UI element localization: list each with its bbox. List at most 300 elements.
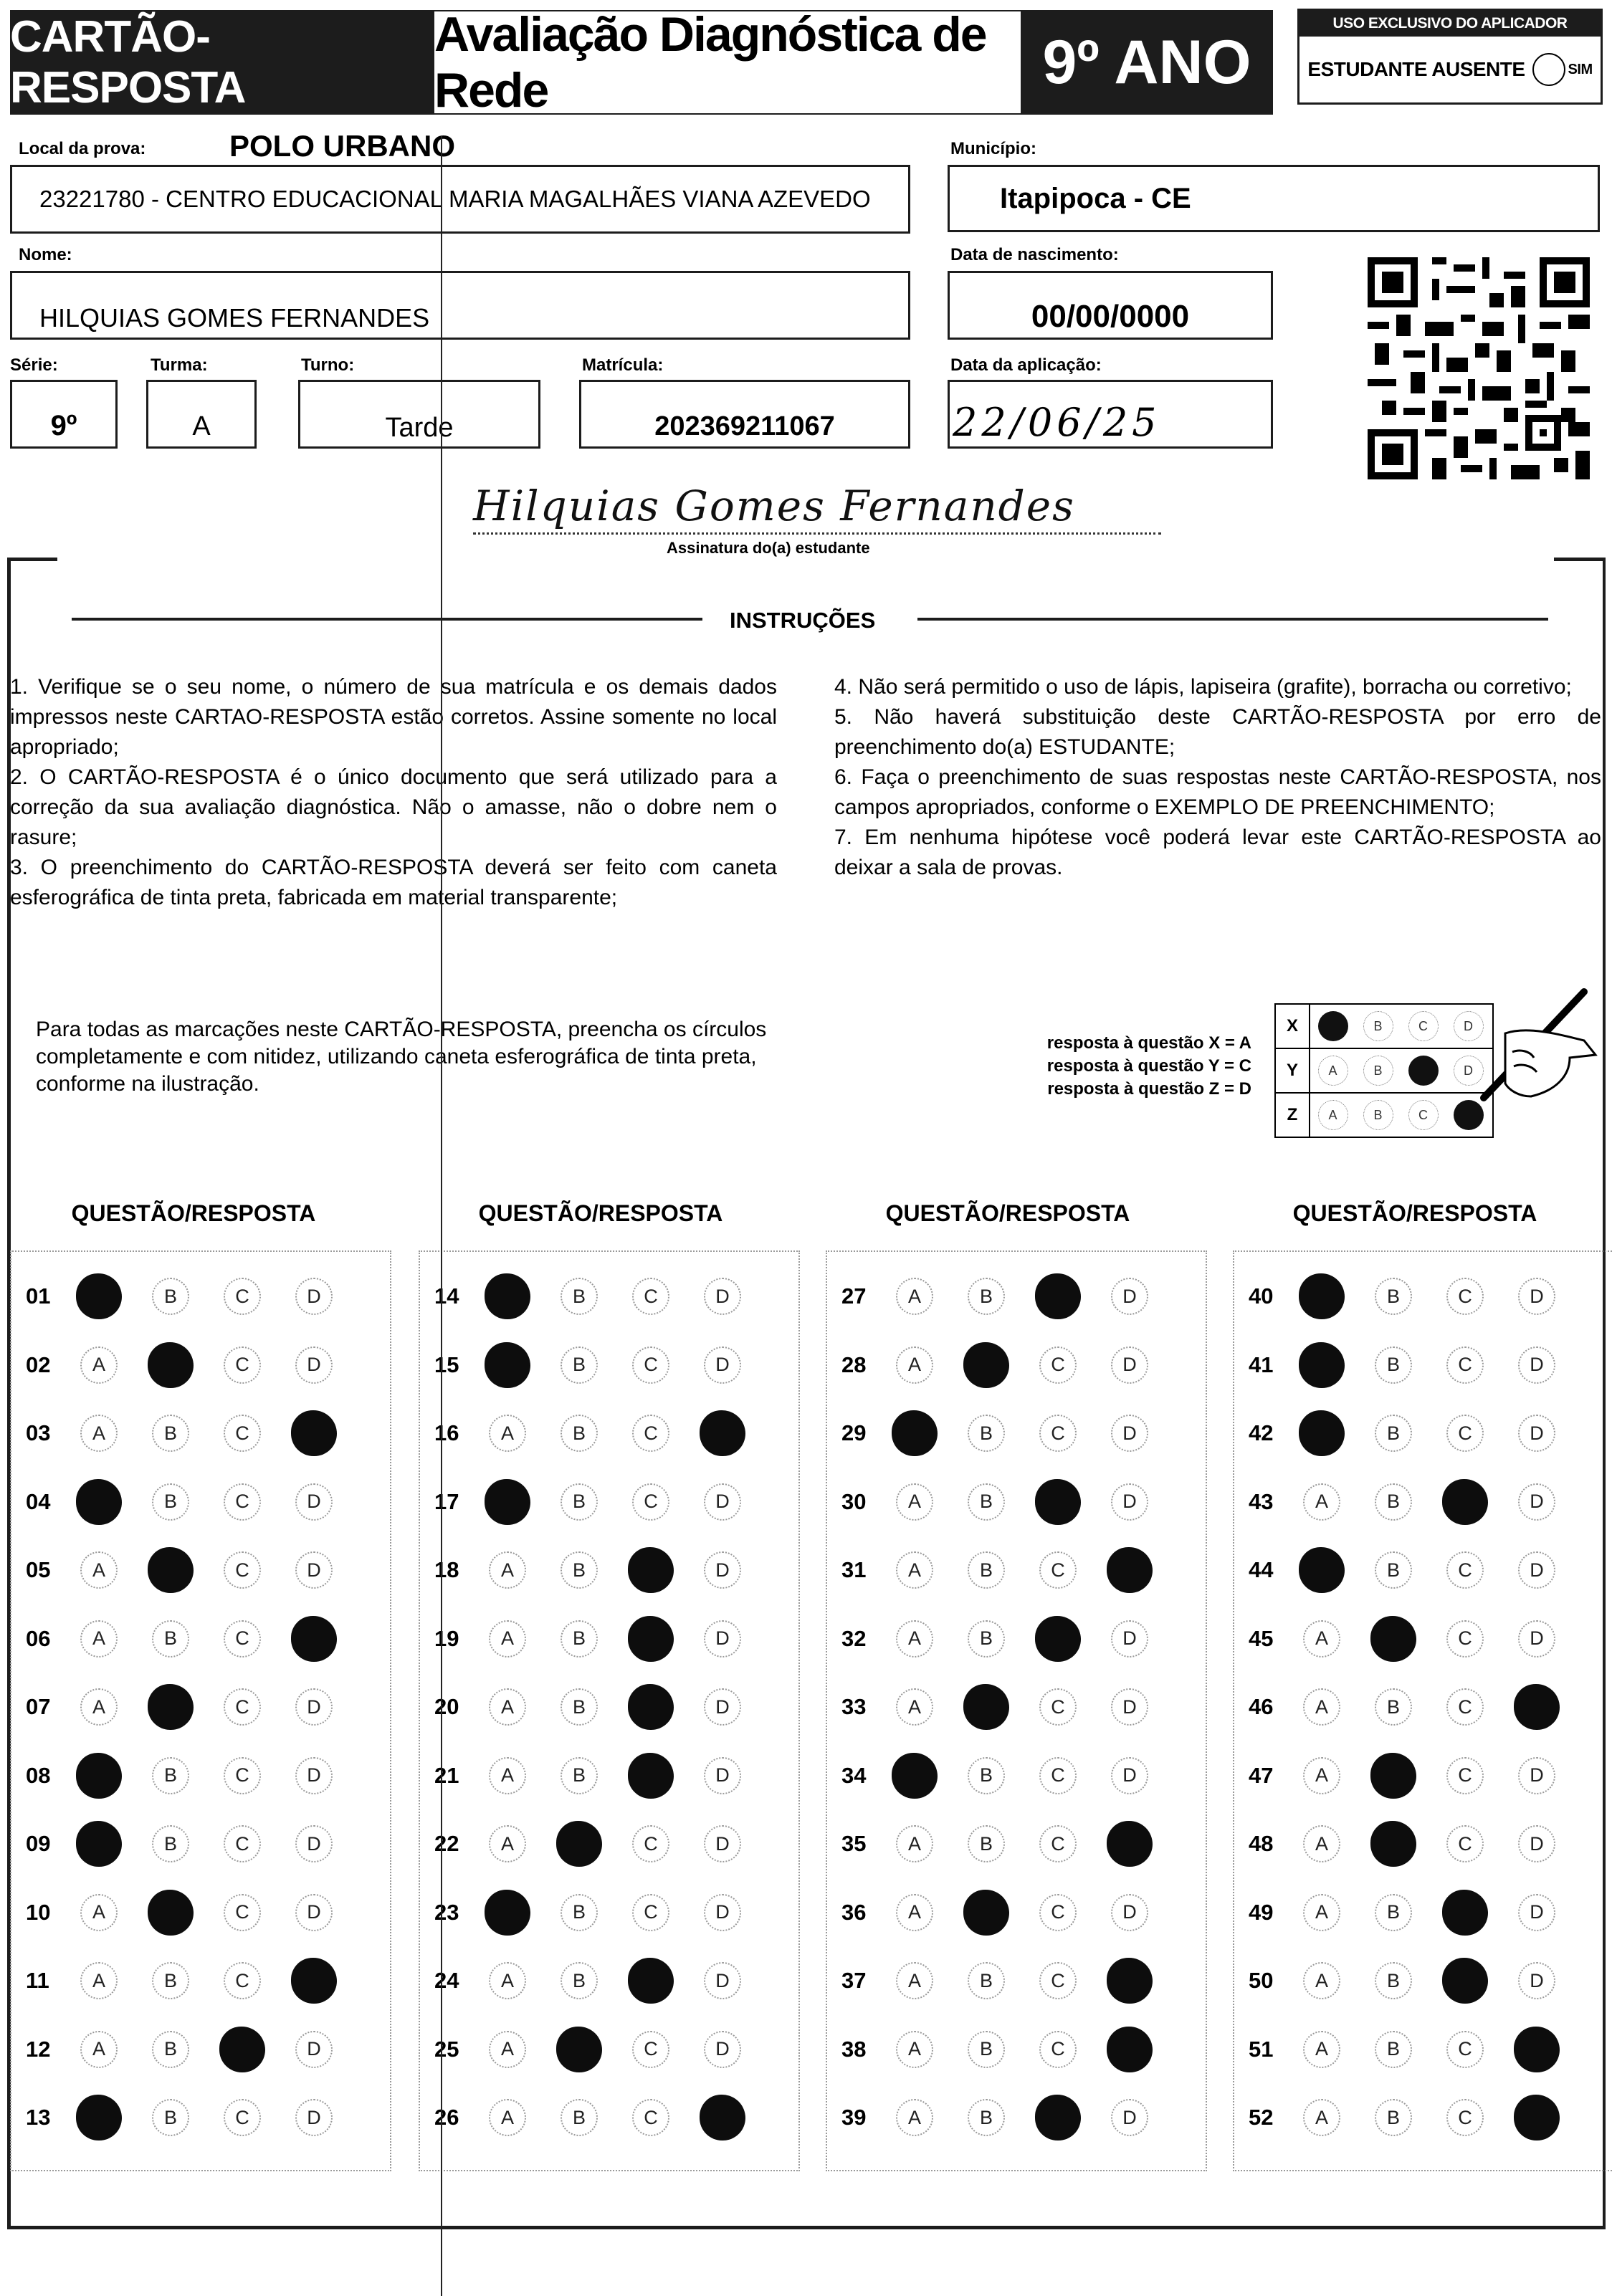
answer-bubble-c[interactable]: C: [1446, 1278, 1484, 1315]
answer-bubble-d[interactable]: D: [1111, 1688, 1148, 1726]
aplicacao-handwritten-value: 22/06/25: [953, 400, 1161, 445]
answer-bubble-d[interactable]: D: [1518, 1415, 1555, 1452]
aplicacao-label: Data da aplicação:: [950, 355, 1102, 375]
answer-bubble-a[interactable]: [485, 1479, 530, 1525]
answer-bubble-b[interactable]: B: [561, 1415, 598, 1452]
answer-bubble-a[interactable]: A: [489, 1551, 526, 1589]
answer-bubble-c[interactable]: C: [632, 2099, 669, 2136]
grade-title: 9º ANO: [1021, 10, 1273, 115]
example-bubble-a: [1318, 1011, 1348, 1041]
municipio-value: Itapipoca - CE: [1000, 182, 1191, 214]
answer-bubble-d[interactable]: D: [1111, 1346, 1148, 1384]
example-bubble-c: C: [1408, 1011, 1439, 1041]
answer-bubble-c[interactable]: C: [632, 1415, 669, 1452]
answer-row: [1234, 1275, 1612, 1318]
answer-bubble-b[interactable]: B: [968, 1415, 1005, 1452]
answer-bubble-b[interactable]: B: [968, 1757, 1005, 1794]
answer-bubble-c[interactable]: C: [1446, 1346, 1484, 1384]
instruction-item: 6. Faça o preenchimento de suas respostas neste CARTÃO-RESPOSTA, nos campos apropriados, conforme o EXEMPLO DE PREENCHIMENTO;: [834, 765, 1601, 819]
answer-bubble-d[interactable]: D: [295, 1688, 333, 1726]
answer-bubble-c[interactable]: C: [224, 1620, 261, 1658]
answer-bubble-c[interactable]: C: [1039, 1415, 1077, 1452]
answer-bubble-a[interactable]: A: [80, 1688, 118, 1726]
answer-bubble-d[interactable]: D: [1111, 1620, 1148, 1658]
answer-bubble-a[interactable]: A: [80, 1346, 118, 1384]
answer-bubble-c[interactable]: C: [224, 1551, 261, 1589]
answer-row: [11, 1412, 390, 1455]
answer-bubble-d[interactable]: [291, 1958, 337, 2004]
answer-bubble-b[interactable]: B: [152, 1620, 189, 1658]
example-question-label: X: [1276, 1005, 1310, 1048]
answer-bubble-c[interactable]: [628, 1753, 674, 1799]
answer-bubble-a[interactable]: A: [896, 2031, 933, 2068]
answer-bubble-d[interactable]: D: [295, 2031, 333, 2068]
turno-label: Turno:: [301, 355, 355, 375]
answer-bubble-b[interactable]: B: [152, 1278, 189, 1315]
answer-bubble-c[interactable]: C: [1446, 1825, 1484, 1862]
answer-bubble-c[interactable]: C: [1039, 1757, 1077, 1794]
answer-bubble-d[interactable]: D: [704, 1894, 741, 1931]
answer-bubble-b[interactable]: [963, 1890, 1009, 1936]
answer-bubble-c[interactable]: C: [224, 1757, 261, 1794]
answer-bubble-c[interactable]: C: [1446, 1551, 1484, 1589]
example-legend: [996, 1032, 1251, 1101]
answer-bubble-a[interactable]: A: [489, 1415, 526, 1452]
answer-bubble-a[interactable]: A: [80, 1894, 118, 1931]
answer-bubble-a[interactable]: A: [489, 1825, 526, 1862]
answer-bubble-c[interactable]: C: [1039, 2031, 1077, 2068]
answer-bubble-d[interactable]: D: [1111, 1757, 1148, 1794]
answer-bubble-b[interactable]: B: [561, 1757, 598, 1794]
answer-bubble-c[interactable]: C: [1446, 1688, 1484, 1726]
answer-bubble-d[interactable]: D: [1518, 1551, 1555, 1589]
question-number: 43: [1249, 1488, 1274, 1514]
answer-bubble-a[interactable]: A: [896, 1894, 933, 1931]
answer-bubble-b[interactable]: B: [1375, 1962, 1412, 1999]
answer-bubble-b[interactable]: B: [152, 1825, 189, 1862]
answer-bubble-c[interactable]: C: [1039, 1688, 1077, 1726]
example-bubble-b: B: [1363, 1056, 1393, 1086]
answer-bubble-c[interactable]: C: [224, 2099, 261, 2136]
answer-bubble-a[interactable]: A: [896, 1620, 933, 1658]
answer-bubble-c[interactable]: [1035, 2095, 1081, 2140]
answer-bubble-d[interactable]: [1107, 1958, 1153, 2004]
answers-column-title: QUESTÃO/RESPOSTA: [885, 1200, 1130, 1226]
answer-row: [827, 1822, 1206, 1865]
answer-bubble-d[interactable]: [291, 1410, 337, 1456]
answer-bubble-d[interactable]: [1514, 1684, 1560, 1730]
answer-bubble-d[interactable]: D: [1518, 1278, 1555, 1315]
answer-bubble-d[interactable]: D: [1518, 1620, 1555, 1658]
answer-bubble-b[interactable]: B: [968, 1483, 1005, 1521]
turma-label: Turma:: [151, 355, 208, 375]
answer-bubble-d[interactable]: [700, 2095, 745, 2140]
answer-bubble-a[interactable]: A: [1303, 1620, 1340, 1658]
question-number: 50: [1249, 1968, 1274, 1993]
answer-bubble-c[interactable]: C: [1446, 2031, 1484, 2068]
answer-row: [827, 1754, 1206, 1797]
answer-bubble-a[interactable]: A: [1303, 2099, 1340, 2136]
question-number: 12: [26, 2036, 51, 2062]
answer-bubble-b[interactable]: B: [561, 1346, 598, 1384]
answer-bubble-c[interactable]: C: [632, 1346, 669, 1384]
answer-row: [420, 1617, 798, 1660]
answer-bubble-b[interactable]: B: [968, 1551, 1005, 1589]
frame-bottom: [7, 2226, 1606, 2229]
answer-bubble-c[interactable]: [1442, 1890, 1488, 1936]
answer-bubble-b[interactable]: B: [561, 1962, 598, 1999]
instructions-rule-right: [917, 618, 1548, 621]
answer-bubble-b[interactable]: [148, 1890, 194, 1936]
answer-row: [420, 1685, 798, 1728]
answer-bubble-a[interactable]: A: [489, 1620, 526, 1658]
answer-bubble-d[interactable]: D: [1518, 1757, 1555, 1794]
answer-bubble-a[interactable]: [76, 1753, 122, 1799]
example-bubble-a: A: [1318, 1100, 1348, 1130]
answer-row: [420, 1344, 798, 1387]
answer-bubble-a[interactable]: [485, 1342, 530, 1388]
answer-bubble-c[interactable]: [628, 1547, 674, 1593]
matricula-label: Matrícula:: [582, 355, 664, 375]
nascimento-label: Data de nascimento:: [950, 245, 1119, 264]
example-legend-item: resposta à questão X = A: [1046, 1033, 1251, 1053]
answer-bubble-d[interactable]: D: [704, 1278, 741, 1315]
answer-bubble-c[interactable]: [628, 1616, 674, 1662]
hand-pen-icon: [1462, 983, 1603, 1124]
example-bubble-d: D: [1454, 1011, 1484, 1041]
serie-label: Série:: [10, 355, 58, 375]
qr-code-icon: [1368, 257, 1590, 480]
exam-title: Avaliação Diagnóstica de Rede: [434, 10, 1022, 115]
answer-bubble-c[interactable]: C: [632, 2031, 669, 2068]
answer-bubble-a[interactable]: A: [1303, 1962, 1340, 1999]
answer-bubble-a[interactable]: [76, 2095, 122, 2140]
answer-bubble-d[interactable]: D: [295, 1894, 333, 1931]
answer-bubble-c[interactable]: C: [1039, 1346, 1077, 1384]
answer-bubble-a[interactable]: [76, 1273, 122, 1319]
answer-bubble-b[interactable]: B: [968, 2031, 1005, 2068]
question-number: 46: [1249, 1694, 1274, 1719]
answer-bubble-c[interactable]: C: [632, 1894, 669, 1931]
answer-bubble-c[interactable]: C: [632, 1278, 669, 1315]
answer-row: [1234, 1891, 1612, 1934]
answer-bubble-d[interactable]: [291, 1616, 337, 1662]
answer-bubble-d[interactable]: D: [1518, 1483, 1555, 1521]
answer-bubble-a[interactable]: A: [896, 1962, 933, 1999]
answer-bubble-b[interactable]: [1370, 1753, 1416, 1799]
answer-row: [827, 1344, 1206, 1387]
answer-bubble-a[interactable]: A: [896, 1346, 933, 1384]
answer-bubble-c[interactable]: C: [1039, 1825, 1077, 1862]
answer-bubble-d[interactable]: [1107, 2027, 1153, 2072]
answer-row: [1234, 1959, 1612, 2002]
answer-bubble-c[interactable]: C: [224, 1415, 261, 1452]
card-title: CARTÃO-RESPOSTA: [10, 10, 434, 115]
answer-bubble-b[interactable]: [148, 1684, 194, 1730]
question-number: 30: [841, 1488, 867, 1514]
answer-bubble-d[interactable]: D: [295, 1551, 333, 1589]
answer-bubble-b[interactable]: B: [1375, 2031, 1412, 2068]
answer-row: [1234, 1822, 1612, 1865]
question-number: 22: [434, 1831, 459, 1856]
answer-bubble-a[interactable]: [76, 1821, 122, 1867]
answer-bubble-a[interactable]: [1299, 1547, 1345, 1593]
answer-row: [420, 1275, 798, 1318]
example-row: [1276, 1094, 1492, 1137]
answer-bubble-d[interactable]: D: [1518, 1346, 1555, 1384]
question-number: 16: [434, 1420, 459, 1445]
answer-bubble-a[interactable]: A: [489, 1757, 526, 1794]
nascimento-value: 00/00/0000: [1031, 299, 1190, 334]
question-number: 24: [434, 1968, 459, 1993]
answer-bubble-a[interactable]: A: [896, 1551, 933, 1589]
answer-bubble-b[interactable]: B: [1375, 2099, 1412, 2136]
answer-row: [1234, 1617, 1612, 1660]
answer-bubble-c[interactable]: [1442, 1958, 1488, 2004]
instructions-left: [10, 672, 777, 913]
answer-bubble-d[interactable]: D: [1518, 1894, 1555, 1931]
example-bubble-d: D: [1454, 1056, 1484, 1086]
answer-bubble-b[interactable]: B: [561, 2099, 598, 2136]
answer-bubble-c[interactable]: C: [632, 1483, 669, 1521]
answer-bubble-a[interactable]: A: [80, 1415, 118, 1452]
question-number: 29: [841, 1420, 867, 1445]
answer-bubble-b[interactable]: B: [1375, 1415, 1412, 1452]
student-absent-bubble[interactable]: [1532, 53, 1565, 86]
answer-bubble-d[interactable]: D: [1111, 1415, 1148, 1452]
question-number: 07: [26, 1694, 51, 1719]
answer-bubble-c[interactable]: C: [224, 1483, 261, 1521]
answer-bubble-a[interactable]: A: [896, 1688, 933, 1726]
answer-row: [1234, 1481, 1612, 1524]
answer-bubble-a[interactable]: [485, 1890, 530, 1936]
answer-bubble-b[interactable]: B: [968, 1278, 1005, 1315]
answer-bubble-b[interactable]: B: [152, 1415, 189, 1452]
answer-bubble-c[interactable]: [1442, 1479, 1488, 1525]
answer-bubble-b[interactable]: B: [152, 1757, 189, 1794]
answer-row: [1234, 2028, 1612, 2071]
answer-bubble-c[interactable]: C: [1039, 1551, 1077, 1589]
question-number: 41: [1249, 1352, 1274, 1377]
nome-value: HILQUIAS GOMES FERNANDES: [39, 303, 430, 333]
answer-row: [827, 1275, 1206, 1318]
answer-bubble-d[interactable]: [700, 1410, 745, 1456]
serie-field: [10, 380, 118, 449]
question-number: 32: [841, 1625, 867, 1651]
answer-bubble-c[interactable]: [1035, 1273, 1081, 1319]
answer-bubble-c[interactable]: [1035, 1479, 1081, 1525]
answer-bubble-d[interactable]: D: [704, 1346, 741, 1384]
frame-top-right-corner: [1554, 558, 1606, 561]
answer-bubble-b[interactable]: B: [1375, 1278, 1412, 1315]
answer-bubble-a[interactable]: A: [80, 2031, 118, 2068]
answer-bubble-c[interactable]: C: [224, 1346, 261, 1384]
answer-bubble-b[interactable]: B: [561, 1688, 598, 1726]
question-number: 17: [434, 1488, 459, 1514]
answer-bubble-c[interactable]: C: [224, 1894, 261, 1931]
answer-bubble-c[interactable]: C: [1446, 1415, 1484, 1452]
answer-bubble-a[interactable]: A: [1303, 1894, 1340, 1931]
answer-bubble-b[interactable]: B: [968, 1962, 1005, 1999]
answer-bubble-a[interactable]: A: [80, 1620, 118, 1658]
answer-bubble-c[interactable]: C: [1446, 2099, 1484, 2136]
answer-bubble-c[interactable]: C: [1039, 1894, 1077, 1931]
answer-bubble-d[interactable]: D: [295, 1825, 333, 1862]
answer-bubble-b[interactable]: B: [152, 1962, 189, 1999]
question-number: 14: [434, 1283, 459, 1309]
answer-bubble-a[interactable]: A: [1303, 1825, 1340, 1862]
answer-bubble-d[interactable]: D: [1111, 1483, 1148, 1521]
answer-row: [11, 2096, 390, 2139]
answer-bubble-d[interactable]: [1107, 1821, 1153, 1867]
answer-row: [11, 1959, 390, 2002]
answer-row: [11, 1549, 390, 1592]
answers-column-title: QUESTÃO/RESPOSTA: [1292, 1200, 1537, 1226]
answer-bubble-d[interactable]: D: [295, 1757, 333, 1794]
answer-bubble-d[interactable]: D: [704, 1825, 741, 1862]
answer-bubble-b[interactable]: B: [968, 1620, 1005, 1658]
answer-bubble-c[interactable]: [628, 1684, 674, 1730]
question-number: 03: [26, 1420, 51, 1445]
answer-bubble-b[interactable]: B: [968, 1825, 1005, 1862]
example-bubble-a: A: [1318, 1056, 1348, 1086]
answer-bubble-a[interactable]: A: [80, 1962, 118, 1999]
answer-bubble-b[interactable]: B: [1375, 1688, 1412, 1726]
answer-bubble-a[interactable]: A: [1303, 1483, 1340, 1521]
question-number: 51: [1249, 2036, 1274, 2062]
answer-row: [420, 1754, 798, 1797]
answer-bubble-b[interactable]: B: [1375, 1894, 1412, 1931]
answer-bubble-d[interactable]: D: [704, 1962, 741, 1999]
answer-bubble-a[interactable]: A: [1303, 1688, 1340, 1726]
answer-bubble-a[interactable]: [1299, 1342, 1345, 1388]
answer-bubble-c[interactable]: C: [224, 1278, 261, 1315]
answer-row: [420, 1891, 798, 1934]
answer-bubble-b[interactable]: B: [968, 2099, 1005, 2136]
answer-bubble-b[interactable]: [963, 1684, 1009, 1730]
answer-bubble-a[interactable]: [1299, 1410, 1345, 1456]
answer-bubble-b[interactable]: B: [1375, 1551, 1412, 1589]
answer-row: [827, 2096, 1206, 2139]
answer-bubble-a[interactable]: A: [489, 2031, 526, 2068]
answer-bubble-b[interactable]: [148, 1342, 194, 1388]
answer-bubble-d[interactable]: D: [704, 1551, 741, 1589]
answer-bubble-a[interactable]: [76, 1479, 122, 1525]
question-number: 42: [1249, 1420, 1274, 1445]
answer-bubble-d[interactable]: D: [295, 1346, 333, 1384]
answer-bubble-c[interactable]: C: [224, 1825, 261, 1862]
answer-bubble-b[interactable]: [556, 2027, 602, 2072]
answer-bubble-b[interactable]: [1370, 1821, 1416, 1867]
local-value: POLO URBANO: [229, 129, 455, 163]
answer-row: [1234, 1549, 1612, 1592]
answer-bubble-d[interactable]: D: [1111, 1278, 1148, 1315]
instruction-item: 4. Não será permitido o uso de lápis, lapiseira (grafite), borracha ou corretivo;: [834, 675, 1572, 699]
answer-bubble-b[interactable]: B: [561, 1483, 598, 1521]
answer-bubble-a[interactable]: A: [896, 2099, 933, 2136]
answer-bubble-a[interactable]: A: [489, 2099, 526, 2136]
instruction-item: 3. O preenchimento do CARTÃO-RESPOSTA deverá ser feito com caneta esferográfica de tinta preta, fabricada em material transparente;: [10, 856, 777, 909]
matricula-field: [579, 380, 910, 449]
answer-bubble-d[interactable]: D: [295, 2099, 333, 2136]
student-absent-label: ESTUDANTE AUSENTE: [1307, 58, 1525, 80]
answer-bubble-a[interactable]: A: [896, 1278, 933, 1315]
question-number: 11: [26, 1968, 49, 1993]
example-bubble-c: [1408, 1056, 1439, 1086]
answer-bubble-b[interactable]: B: [561, 1894, 598, 1931]
answer-bubble-d[interactable]: D: [704, 1620, 741, 1658]
answer-bubble-c[interactable]: C: [1446, 1620, 1484, 1658]
answer-bubble-a[interactable]: A: [489, 1688, 526, 1726]
answer-bubble-c[interactable]: C: [1446, 1757, 1484, 1794]
answer-bubble-b[interactable]: B: [152, 2099, 189, 2136]
answer-bubble-b[interactable]: [556, 1821, 602, 1867]
instructions-title: INSTRUÇÕES: [730, 608, 876, 633]
answer-bubble-a[interactable]: [892, 1753, 938, 1799]
answer-bubble-c[interactable]: [1035, 1616, 1081, 1662]
answer-bubble-b[interactable]: B: [152, 2031, 189, 2068]
question-number: 36: [841, 1899, 867, 1925]
answer-bubble-d[interactable]: [1107, 1547, 1153, 1593]
answer-bubble-b[interactable]: B: [561, 1620, 598, 1658]
answer-bubble-d[interactable]: [1514, 2027, 1560, 2072]
answer-bubble-c[interactable]: C: [632, 1825, 669, 1862]
answer-bubble-a[interactable]: A: [1303, 1757, 1340, 1794]
answer-bubble-d[interactable]: D: [1518, 1825, 1555, 1862]
answer-bubble-d[interactable]: D: [704, 2031, 741, 2068]
signature-label: Assinatura do(a) estudante: [667, 539, 870, 557]
instructions-rule-left: [72, 618, 702, 621]
answer-bubble-d[interactable]: D: [1518, 1962, 1555, 1999]
answer-bubble-a[interactable]: [1299, 1273, 1345, 1319]
answer-bubble-d[interactable]: [1514, 2095, 1560, 2140]
answer-bubble-a[interactable]: A: [80, 1551, 118, 1589]
answer-bubble-d[interactable]: D: [1111, 1894, 1148, 1931]
answer-bubble-b[interactable]: B: [561, 1551, 598, 1589]
answer-bubble-b[interactable]: [963, 1342, 1009, 1388]
answer-bubble-d[interactable]: D: [1111, 2099, 1148, 2136]
answer-row: [420, 2028, 798, 2071]
answer-bubble-a[interactable]: A: [896, 1825, 933, 1862]
example-row: [1276, 1005, 1492, 1049]
answer-bubble-b[interactable]: B: [152, 1483, 189, 1521]
answer-bubble-c[interactable]: [219, 2027, 265, 2072]
answer-bubble-a[interactable]: [485, 1273, 530, 1319]
question-number: 45: [1249, 1625, 1274, 1651]
answer-bubble-b[interactable]: B: [1375, 1346, 1412, 1384]
answer-bubble-d[interactable]: D: [704, 1483, 741, 1521]
answer-bubble-b[interactable]: [148, 1547, 194, 1593]
answer-bubble-d[interactable]: D: [704, 1757, 741, 1794]
answer-bubble-a[interactable]: [892, 1410, 938, 1456]
answer-bubble-a[interactable]: A: [1303, 2031, 1340, 2068]
instructions-right: [834, 672, 1601, 883]
answer-bubble-c[interactable]: C: [1039, 1962, 1077, 1999]
answer-bubble-a[interactable]: A: [896, 1483, 933, 1521]
answer-bubble-c[interactable]: C: [224, 1688, 261, 1726]
answer-bubble-d[interactable]: D: [295, 1278, 333, 1315]
answer-bubble-a[interactable]: A: [489, 1962, 526, 1999]
answer-bubble-b[interactable]: B: [1375, 1483, 1412, 1521]
answer-bubble-b[interactable]: B: [561, 1278, 598, 1315]
answer-bubble-c[interactable]: C: [224, 1962, 261, 1999]
answer-row: [420, 1481, 798, 1524]
question-number: 20: [434, 1694, 459, 1719]
answer-bubble-c[interactable]: [628, 1958, 674, 2004]
answer-bubble-b[interactable]: [1370, 1616, 1416, 1662]
answer-bubble-d[interactable]: D: [295, 1483, 333, 1521]
answer-bubble-d[interactable]: D: [704, 1688, 741, 1726]
